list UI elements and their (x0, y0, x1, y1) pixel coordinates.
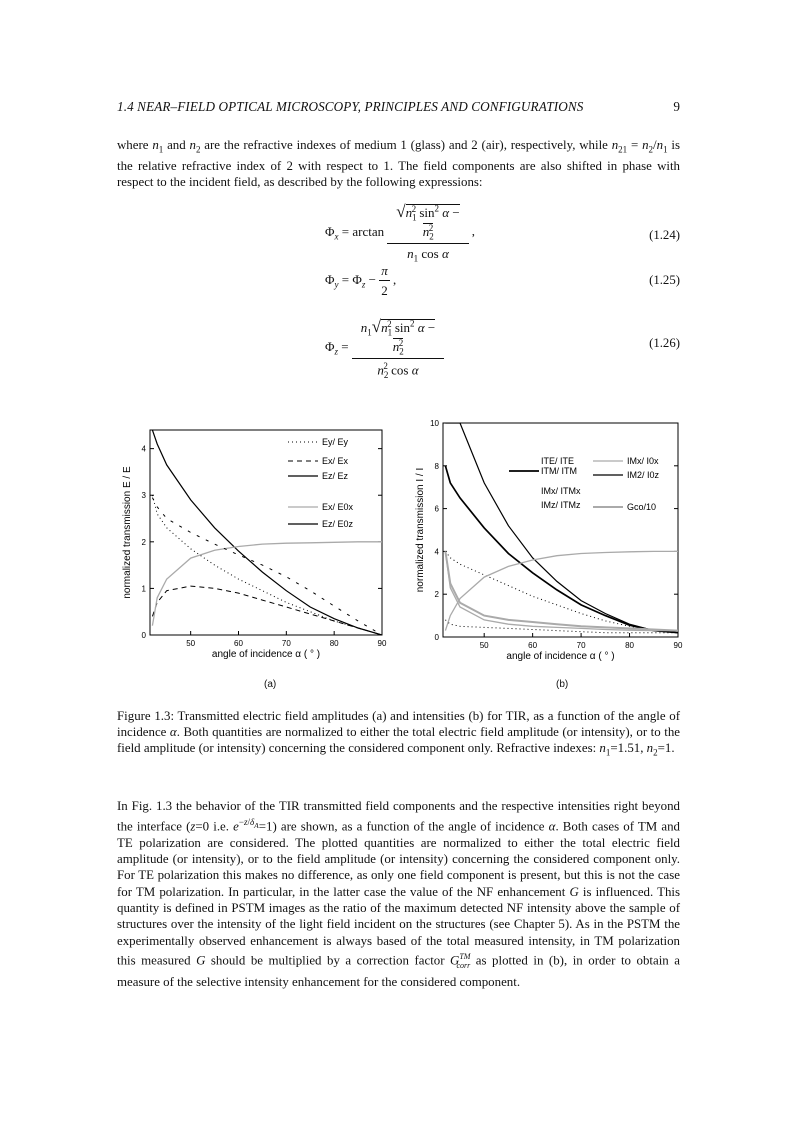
x-tick-label: 80 (625, 641, 634, 650)
equation-number-1-24: (1.24) (649, 228, 680, 242)
intro-paragraph: where $n_1$ and $n_2$ are the refractive indexes of medium 1 (glass) and 2 (air), respectively, while $n_{21} = n_2/n_1$ is the relative refractive index of 2 with respect to 1. The field components are also shifted in phase with respect to the incident field, as described by the following expressions: (117, 138, 680, 190)
x-tick-label: 50 (479, 641, 489, 650)
equation-number-1-25: (1.25) (649, 273, 680, 287)
legend-label-4: IMz/ ITMz (541, 500, 581, 510)
series-line-6 (445, 551, 678, 630)
equation-1-25: $\Phi_y = \Phi_z$ − $\frac{\pi}{2}$ , (325, 263, 397, 298)
legend-label-1: ITE/ ITE (541, 456, 575, 466)
running-header (117, 99, 680, 119)
legend-label-7: Gco/10 (627, 502, 657, 512)
y-tick-label: 2 (141, 537, 146, 547)
y-tick-label: 2 (434, 590, 439, 600)
page-number: 9 (673, 99, 680, 114)
figure-b-chart (405, 415, 690, 673)
x-tick-label: 60 (234, 639, 243, 648)
equation-number-1-26: (1.26) (649, 336, 680, 350)
legend-label-2: ITM/ ITM (541, 466, 577, 476)
series-line-7 (445, 551, 678, 630)
x-tick-label: 70 (281, 639, 291, 648)
legend-label-6: IM2/ I0z (627, 470, 660, 480)
y-tick-label: 8 (434, 461, 439, 471)
x-tick-label: 50 (186, 639, 196, 648)
header-title: 1.4 NEAR–FIELD OPTICAL MICROSCOPY, PRINCIPLES AND CONFIGURATIONS (117, 99, 584, 114)
y-tick-label: 4 (141, 444, 146, 454)
legend-label-5: Ez/ E0z (322, 519, 354, 529)
x-axis-label: angle of incidence α ( ° ) (506, 651, 615, 662)
x-tick-label: 60 (528, 641, 538, 650)
equation-1-26: $\Phi_z$ = $\frac{n_1√n_1^2 \sin^2 \alpha - n_2^2}{n_2^2 \cos \alpha}$ (325, 317, 444, 379)
figure-b-sublabel: (b) (556, 679, 569, 690)
x-tick-label: 80 (329, 639, 339, 648)
legend-label-3: Ez/ Ez (322, 471, 349, 481)
figure-a-chart (110, 420, 395, 670)
legend-label-1: Ey/ Ey (322, 437, 349, 447)
y-tick-label: 10 (430, 419, 439, 428)
figure-a-sublabel: (a) (264, 679, 277, 690)
y-tick-label: 0 (434, 633, 439, 642)
y-tick-label: 3 (141, 491, 146, 501)
y-axis-label: normalized transmission E / E (122, 466, 133, 599)
y-axis-label: normalized transmission I / I (415, 467, 426, 593)
y-tick-label: 0 (141, 631, 146, 640)
y-tick-label: 1 (141, 584, 146, 594)
legend-label-5: IMx/ I0x (627, 456, 659, 466)
series-line-4 (152, 542, 382, 626)
y-tick-label: 6 (434, 504, 439, 514)
series-line-5 (445, 551, 678, 630)
figure-caption: Figure 1.3: Transmitted electric field amplitudes (a) and intensities (b) for TIR, as a function of the angle of incidence α. Both quantities are normalized to either the total electric field amplitude (or intensity), or to the field amplitude (or intensity) concerning the considered component only. Refractive indexes: $n_1=1.51$, $n_2=1$. (117, 709, 680, 758)
series-line-1 (445, 423, 678, 633)
body-paragraph: In Fig. 1.3 the behavior of the TIR transmitted field components and the respective intensities right beyond the interface (z=0 i.e. $e^{-z/\delta_A}=1$) are shown, as a function of the angle of incidence α. Both cases of TM and TE polarization are considered. The plotted quantities are normalized to either the total electric field amplitude (or intensity), or to the field amplitude (or intensity) concerning the considered component only. For TE polarization this makes no difference, as only one field component is present, but this is not the case for TM polarization. In particular, in the latter case the value of the NF enhancement G is influenced. This quantity is defined in PSTM images as the ratio of the maximum detected NF intensity above the sample of structures over the intensity of the light field incident on the structures (see Chapter 5). As in the PSTM the experimentally observed enhancement is always based of the total measured intensity, in TM polarization this measured G should be multiplied by a correction factor $G™_{corr}$ as plotted in (b), in order to obtain a measure of the selective intensity enhancement for the considered component. (117, 799, 680, 990)
x-axis-label: angle of incidence α ( ° ) (211, 649, 321, 660)
x-tick-label: 70 (576, 641, 586, 650)
legend-label-3: IMx/ ITMx (541, 486, 581, 496)
legend-label-2: Ex/ Ex (322, 456, 349, 466)
x-tick-label: 90 (673, 641, 683, 650)
legend-label-4: Ex/ E0x (322, 502, 354, 512)
equation-1-24: $\Phi_x = \arctan$ $\frac{√n_1^2 \sin^2 \alpha - n_2^2}{n_1 \cos \alpha}$ , (325, 202, 476, 264)
y-tick-label: 4 (434, 547, 439, 557)
x-tick-label: 90 (377, 639, 387, 648)
